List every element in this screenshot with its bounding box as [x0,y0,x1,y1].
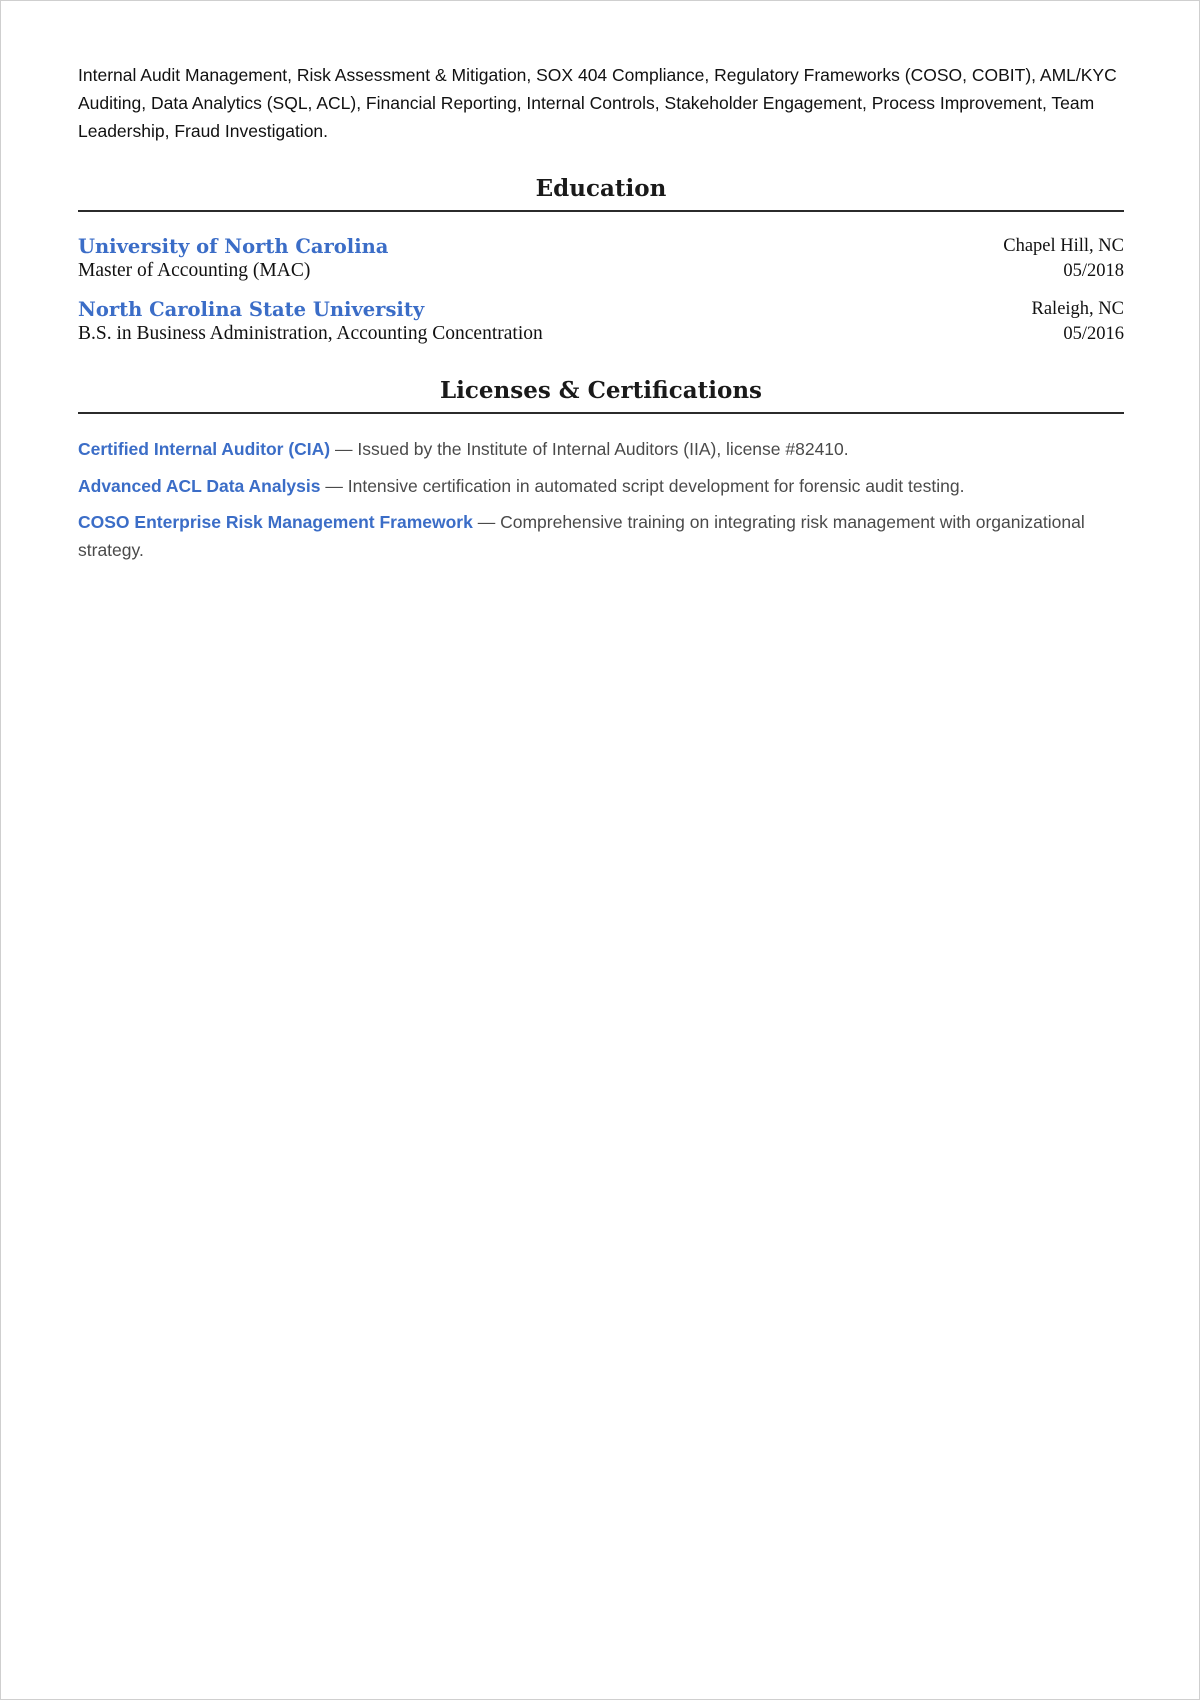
certification-name: COSO Enterprise Risk Management Framework [78,512,473,532]
school-name: University of North Carolina [78,235,389,258]
skills-summary: Internal Audit Management, Risk Assessment & Mitigation, SOX 404 Compliance, Regulatory Frameworks (COSO, COBIT), AML/KYC Auditing, Data Analytics (SQL, ACL), Financial Reporting, Internal Controls, Stakeholder Engagement, Process Improvement, Team Leadership, Fraud Investigation. [78,65,1117,141]
certification-item [78,436,1124,464]
school-name: North Carolina State University [78,298,425,321]
degree-name: B.S. in Business Administration, Accounting Concentration [78,323,543,344]
certification-description: Comprehensive training on integrating risk management with organizational strategy. [78,512,1085,560]
certifications-list [78,436,1124,564]
certifications-heading: Licenses & Certifications [78,377,1124,414]
certification-separator: — [320,475,348,496]
resume-content [78,61,1124,564]
education-entry [78,297,1124,346]
certification-description: Issued by the Institute of Internal Auditors (IIA), license #82410. [357,439,849,459]
school-location: Raleigh, NC [1031,299,1124,319]
certification-item [78,473,1124,501]
education-entry [78,234,1124,283]
graduation-date: 05/2016 [1063,324,1124,344]
degree-name: Master of Accounting (MAC) [78,260,311,281]
certification-separator: — [330,439,358,459]
education-list [78,234,1124,346]
certification-description: Intensive certification in automated script development for forensic audit testing. [347,475,965,496]
school-location: Chapel Hill, NC [1003,236,1124,256]
certification-name: Certified Internal Auditor (CIA) [78,439,331,459]
graduation-date: 05/2018 [1063,261,1124,281]
certification-separator: — [472,512,501,532]
education-heading: Education [78,175,1124,212]
certification-name: Advanced ACL Data Analysis [78,475,321,496]
certification-item [78,509,1124,564]
